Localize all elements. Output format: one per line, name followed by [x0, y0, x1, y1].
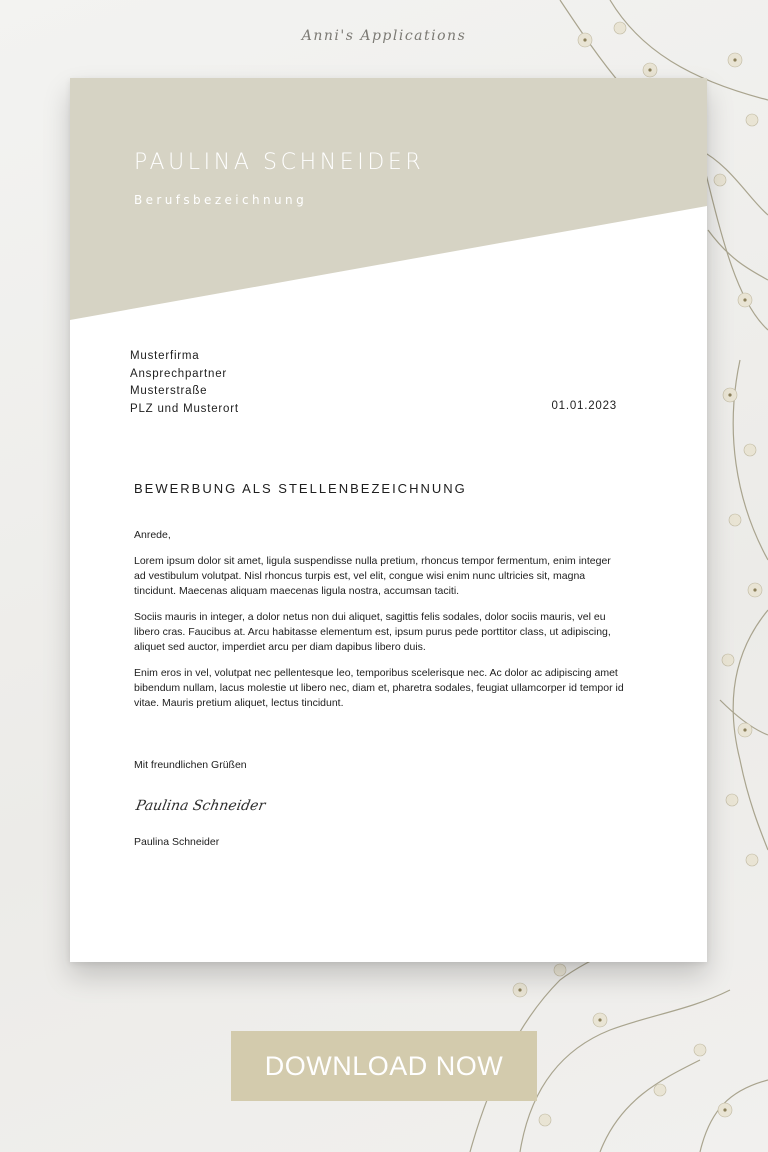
- recipient-street: Musterstraße: [130, 385, 208, 397]
- closing-line: Mit freundlichen Grüßen: [134, 759, 247, 771]
- body-paragraph: Sociis mauris in integer, a dolor netus non dui aliquet, sagittis felis sodales, dolor sociis mauris, vel eu libero cras. Faucibus at. Arcu habitasse elementum est, ipsum purus pede porttitor class, ut adipiscing, aliquet sed auctor, imperdiet arcu per diam dapibus libero duis.: [134, 611, 611, 653]
- letter-subject: BEWERBUNG ALS STELLENBEZEICHNUNG: [134, 481, 467, 496]
- recipient-company: Musterfirma: [130, 350, 200, 362]
- job-title: Berufsbezeichnung: [134, 193, 308, 207]
- download-now-button[interactable]: DOWNLOAD NOW: [231, 1031, 537, 1101]
- recipient-city: PLZ und Musterort: [130, 402, 239, 415]
- cover-letter-page: [70, 78, 707, 962]
- letter-date: 01.01.2023: [551, 400, 617, 412]
- applicant-name: PAULINA SCHNEIDER: [134, 150, 425, 175]
- body-paragraph: Enim eros in vel, volutpat nec pellentesque leo, temporibus scelerisque nec. Ac dolor ac adipiscing amet bibendum nullam, lacus molestie ut libero nec, diam et, pharetra sodales, feugiat ullamcorper id tempor id vitae. Mauris pretium aliquet, lectus tincidunt.: [134, 667, 624, 709]
- signer-name: Paulina Schneider: [134, 836, 220, 848]
- brand-logo: Anni's Applications: [301, 28, 467, 44]
- body-paragraph: Lorem ipsum dolor sit amet, ligula suspendisse nulla pretium, rhoncus tempor fermentum, enim integer ad vestibulum volutpat. Nisl rhoncus turpis est, vel elit, congue wisi enim nunc ultricies sit, magna tincidunt. Maecenas aliquam maecenas ligula nostra, accumsan taciti.: [134, 555, 611, 597]
- handwritten-signature: Paulina Schneider: [134, 798, 267, 814]
- letter-body: [134, 528, 624, 722]
- recipient-contact: Ansprechpartner: [130, 367, 228, 380]
- recipient-address: [130, 348, 239, 418]
- salutation: Anrede,: [134, 529, 171, 541]
